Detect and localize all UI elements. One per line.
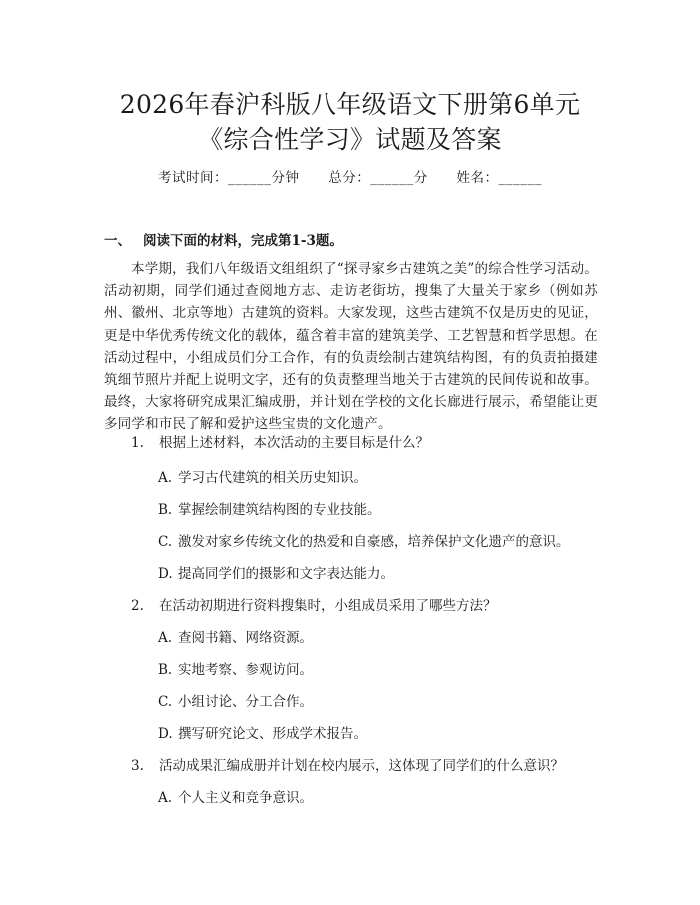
question-number: 1. (131, 435, 144, 451)
option-letter: C. (158, 694, 173, 710)
option-text: 个人主义和竞争意识。 (178, 790, 313, 806)
question-number: 2. (131, 598, 144, 614)
option-text: 激发对家乡传统文化的热爱和自豪感，培养保护文化遗产的意识。 (178, 534, 570, 550)
question-text: 活动成果汇编成册并计划在校内展示，这体现了同学们的什么意识？ (159, 758, 564, 774)
option-letter: C. (158, 534, 173, 550)
option-letter: A. (158, 630, 173, 646)
question-2-option-b (158, 660, 313, 680)
section-heading (104, 231, 343, 251)
question-1-option-b (158, 500, 381, 520)
question-text: 在活动初期进行资料搜集时，小组成员采用了哪些方法？ (159, 598, 497, 614)
page-title-line-1: 2026年春沪科版八年级语文下册第6单元 (119, 90, 581, 119)
question-2-option-d (158, 724, 367, 744)
question-2-option-c (158, 692, 313, 712)
question-1-option-d (158, 564, 394, 584)
option-letter: A. (158, 790, 173, 806)
question-1-option-a (158, 468, 367, 488)
reading-passage: 本学期，我们八年级语文组组织了“探寻家乡古建筑之美”的综合性学习活动。活动初期，同学们通过查阅地方志、走访老街坊，搜集了大量关于家乡（例如苏州、徽州、北京等地）古建筑的资料。大家发现，这些古建筑不仅是历史的见证，更是中华优秀传统文化的载体，蕴含着丰富的建筑美学、工艺智慧和哲学思想。在活动过程中，小组成员们分工合作，有的负责绘制古建筑结构图，有的负责拍摄建筑细节照片并配上说明文字，还有的负责整理当地关于古建筑的民间传说和故事。最终，大家将研究成果汇编成册，并计划在学校的文化长廊进行展示，希望能让更多同学和市民了解和爱护这些宝贵的文化遗产。 (104, 261, 598, 433)
section-number: 一、 (104, 233, 131, 249)
option-letter: B. (158, 502, 173, 518)
option-letter: B. (158, 662, 173, 678)
section-instruction: 阅读下面的材料，完成第1-3题。 (143, 233, 343, 249)
option-text: 小组讨论、分工合作。 (178, 694, 313, 710)
option-letter: D. (158, 726, 173, 742)
option-letter: A. (158, 470, 173, 486)
question-2 (131, 596, 497, 616)
option-text: 掌握绘制建筑结构图的专业技能。 (178, 502, 381, 518)
total-score-field: 总分：______分 (328, 170, 428, 186)
option-text: 学习古代建筑的相关历史知识。 (178, 470, 367, 486)
question-text: 根据上述材料，本次活动的主要目标是什么？ (159, 435, 429, 451)
student-name-field: 姓名：______ (456, 170, 543, 186)
question-3-option-a (158, 788, 313, 808)
option-letter: D. (158, 566, 173, 582)
option-text: 提高同学们的摄影和文字表达能力。 (178, 566, 394, 582)
question-2-option-a (158, 628, 313, 648)
question-1-option-c (158, 532, 570, 552)
question-3 (131, 756, 564, 776)
page-title-line-2: 《综合性学习》试题及答案 (198, 125, 502, 154)
question-1 (131, 433, 429, 453)
option-text: 实地考察、参观访问。 (178, 662, 313, 678)
question-number: 3. (131, 758, 144, 774)
option-text: 查阅书籍、网络资源。 (178, 630, 313, 646)
exam-info-row (0, 168, 700, 188)
option-text: 撰写研究论文、形成学术报告。 (178, 726, 367, 742)
exam-time-field: 考试时间：______分钟 (157, 170, 300, 186)
